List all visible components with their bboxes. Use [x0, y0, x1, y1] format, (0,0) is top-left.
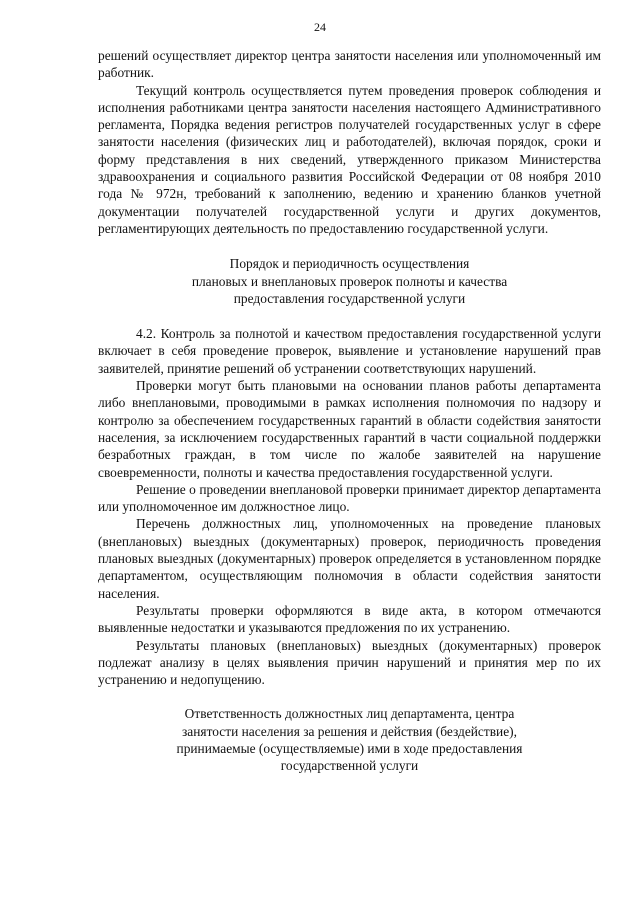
heading-line: принимаемые (осуществляемые) ими в ходе предоставления — [176, 740, 523, 756]
page-number: 24 — [314, 20, 326, 34]
heading-line: Порядок и периодичность осуществления — [229, 256, 470, 272]
heading-line: государственной услуги — [280, 758, 419, 774]
paragraph-results-analysis: Результаты плановых (внеплановых) выездных (документарных) проверок подлежат анализу в целях выявления причин нарушений и принятия мер по их устранению и недопущению. — [98, 637, 601, 688]
heading-line: Ответственность должностных лиц департамента, центра — [184, 706, 515, 722]
heading-line: предоставления государственной услуги — [233, 290, 466, 306]
paragraph-continuation: решений осуществляет директор центра занятости населения или уполномоченный им работник. — [98, 48, 601, 81]
paragraph-unscheduled-decision: Решение о проведении внеплановой проверки принимает директор департамента или уполномоченное им должностное лицо. — [98, 481, 601, 515]
heading-line: занятости населения за решения и действия (бездействие), — [182, 723, 517, 739]
paragraph-current-control: Текущий контроль осуществляется путем проведения проверок соблюдения и исполнения работниками центра занятости населения настоящего Административного регламента, Порядка ведения регистров получателей государственных услуг в сфере занятости населения (физических лиц и работодателей), включая порядок, сроки и форму представления в них сведений, утвержденного приказом Министерства здравоохранения и социального развития Российской Федерации от 08 ноября 2010 года № 972н, требований к заполнению, ведению и хранению бланков учетной документации получателей государственной услуги и других документов, регламентирующих деятельность по предоставлению государственной услуги. — [98, 82, 601, 236]
paragraph-inspection-results: Результаты проверки оформляются в виде акта, в котором отмечаются выявленные недостатки и указываются предложения по их устранению. — [98, 602, 601, 636]
section-heading-inspections — [98, 255, 601, 307]
paragraph-4-2: 4.2. Контроль за полнотой и качеством предоставления государственной услуги включает в себя проведение проверок, выявление и установление нарушений прав заявителей, принятие решений об устранении соответствующих нарушений. — [98, 326, 601, 376]
heading-line: плановых и внеплановых проверок полноты и качества — [191, 273, 508, 289]
paragraph-inspection-types: Проверки могут быть плановыми на основании планов работы департамента либо внеплановыми, проводимыми в рамках исполнения полномочия по надзору и контролю за обеспечением государственных гарантий в области содействия занятости населения, за исключением государственных гарантий в части социальной поддержки безработных граждан, в том числе по жалобе заявителей на нарушение своевременности, полноты и качества предоставления государственной услуги. — [98, 378, 601, 480]
paragraph-officials-list: Перечень должностных лиц, уполномоченных на проведение плановых (внеплановых) выездных (документарных) проверок, периодичность проведения плановых выездных (документарных) проверок определяется в установленном порядке департаментом, осуществляющим полномочия в области содействия занятости населения. — [98, 516, 601, 601]
document-body — [98, 47, 601, 775]
section-heading-responsibility — [98, 705, 601, 774]
